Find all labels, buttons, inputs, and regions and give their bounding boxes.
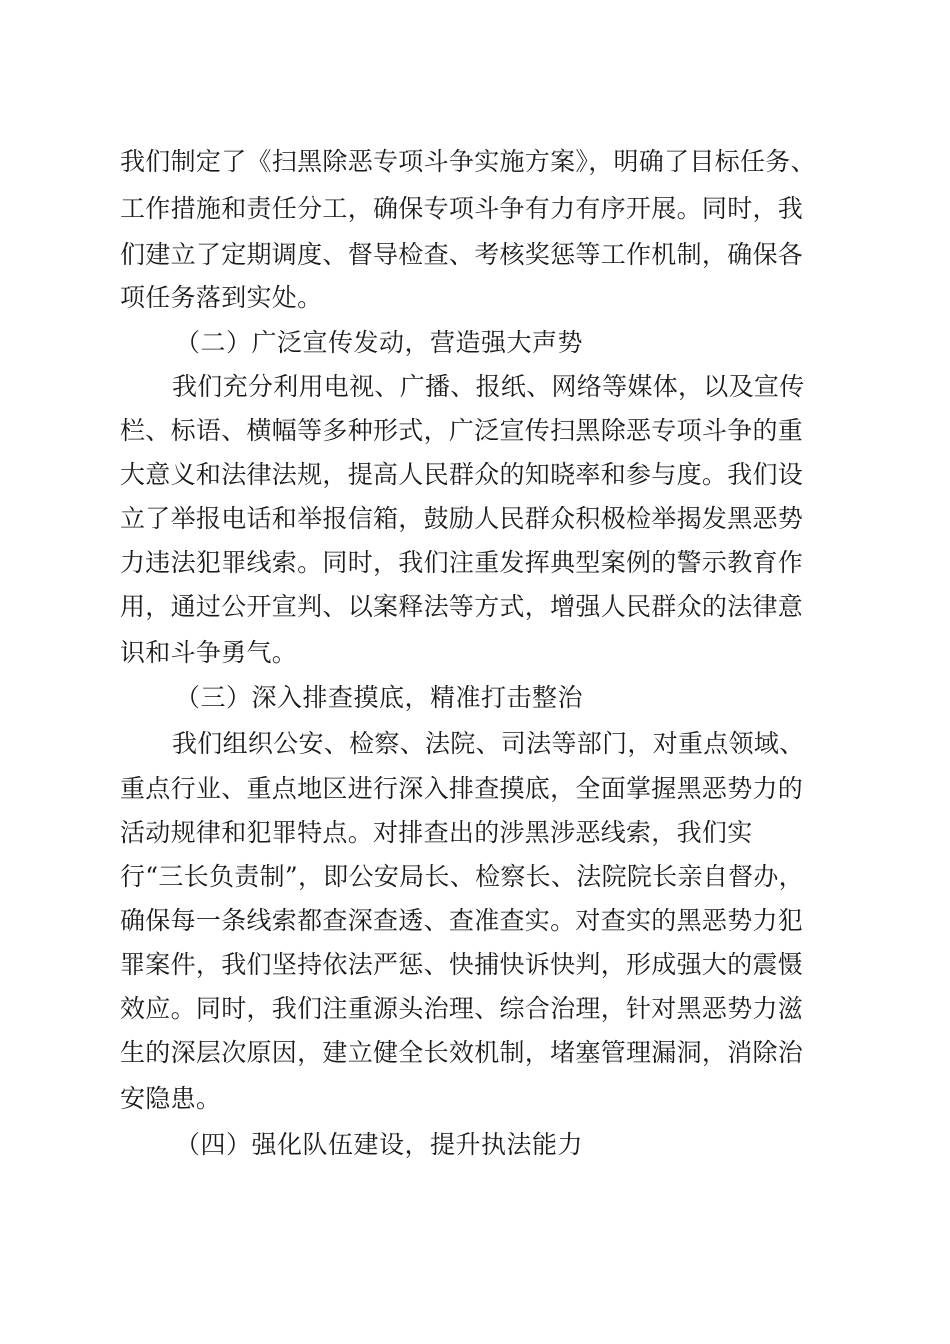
body-text-line: 行“三长负责制”，即公安局长、检察长、法院院长亲自督办， — [120, 862, 804, 891]
body-text-line: 工作措施和责任分工，确保专项斗争有力有序开展。同时，我 — [120, 194, 804, 223]
body-text-line: 识和斗争勇气。 — [120, 638, 298, 667]
body-text-line: 立了举报电话和举报信箱，鼓励人民群众积极检举揭发黑恶势 — [120, 504, 804, 533]
body-text-line: 重点行业、重点地区进行深入排查摸底，全面掌握黑恶势力的 — [120, 774, 804, 803]
section-heading-4: （四）强化队伍建设，提升执法能力 — [175, 1130, 584, 1159]
body-text-line: 我们制定了《扫黑除恶专项斗争实施方案》，明确了目标任务、 — [120, 147, 816, 176]
body-text-line: 项任务落到实处。 — [120, 283, 323, 312]
body-text-line: 力违法犯罪线索。同时，我们注重发挥典型案例的警示教育作 — [120, 548, 804, 577]
body-text-line: 大意义和法律法规，提高人民群众的知晓率和参与度。我们设 — [120, 460, 804, 489]
body-text-line: 我们组织公安、检察、法院、司法等部门，对重点领域、 — [172, 729, 805, 758]
body-text-line: 生的深层次原因，建立健全长效机制，堵塞管理漏洞，消除治 — [120, 1038, 804, 1067]
body-text-line: 罪案件，我们坚持依法严惩、快捕快诉快判，形成强大的震慑 — [120, 950, 804, 979]
body-text-line: 活动规律和犯罪特点。对排查出的涉黑涉恶线索，我们实 — [120, 818, 753, 847]
body-text-line: 用，通过公开宣判、以案释法等方式，增强人民群众的法律意 — [120, 592, 804, 621]
section-heading-3: （三）深入排查摸底，精准打击整治 — [175, 683, 584, 712]
body-text-line: 我们充分利用电视、广播、报纸、网络等媒体，以及宣传 — [172, 372, 805, 401]
body-text-line: 栏、标语、横幅等多种形式，广泛宣传扫黑除恶专项斗争的重 — [120, 416, 804, 445]
body-text-line: 确保每一条线索都查深查透、查准查实。对查实的黑恶势力犯 — [120, 906, 804, 935]
body-text-line: 效应。同时，我们注重源头治理、综合治理，针对黑恶势力滋 — [120, 994, 804, 1023]
body-text-line: 安隐患。 — [120, 1084, 222, 1113]
body-text-line: 们建立了定期调度、督导检查、考核奖惩等工作机制，确保各 — [120, 240, 804, 269]
section-heading-2: （二）广泛宣传发动，营造强大声势 — [175, 328, 584, 357]
